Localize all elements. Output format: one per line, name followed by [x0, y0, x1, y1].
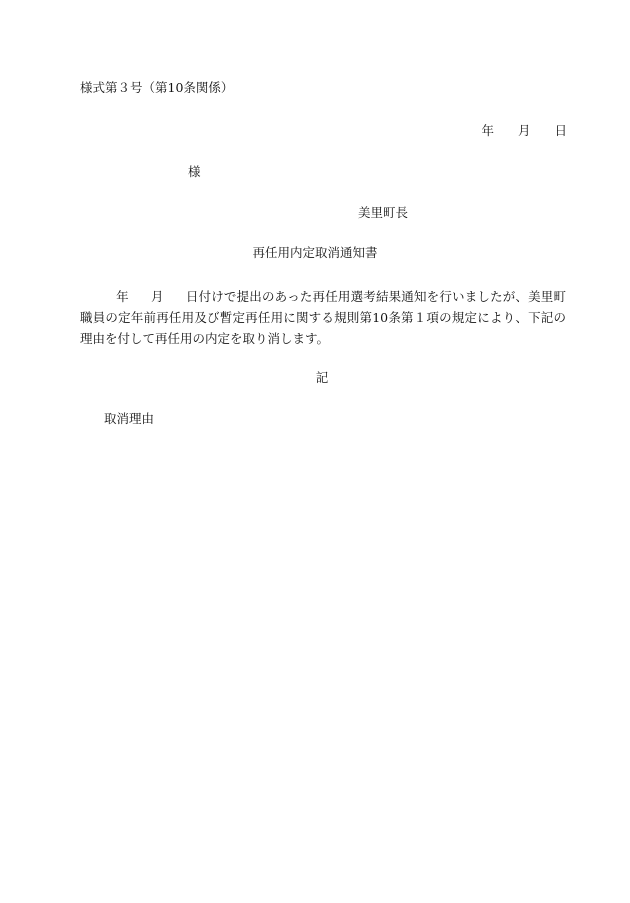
body-year: 年	[116, 289, 129, 304]
body-paragraph	[80, 286, 566, 349]
reason-label: 取消理由	[104, 411, 155, 426]
form-number: 様式第３号（第10条関係）	[80, 80, 234, 95]
document-title: 再任用内定取消通知書	[252, 245, 378, 260]
issuer: 美里町長	[358, 205, 409, 220]
date-day: 日	[554, 123, 567, 138]
body-text: 日付けで提出のあった再任用選考結果通知を行いましたが、美里町職員の定年前再任用及び暫定再任用に関する規則第10条第１項の規定により、下記の理由を付して再任用の内定を取り消します。	[80, 289, 566, 346]
date-line	[481, 122, 567, 140]
record-label: 記	[315, 370, 329, 385]
date-month: 月	[517, 123, 531, 138]
addressee-suffix: 様	[188, 164, 201, 179]
body-month: 月	[150, 289, 164, 304]
date-year: 年	[481, 123, 494, 138]
